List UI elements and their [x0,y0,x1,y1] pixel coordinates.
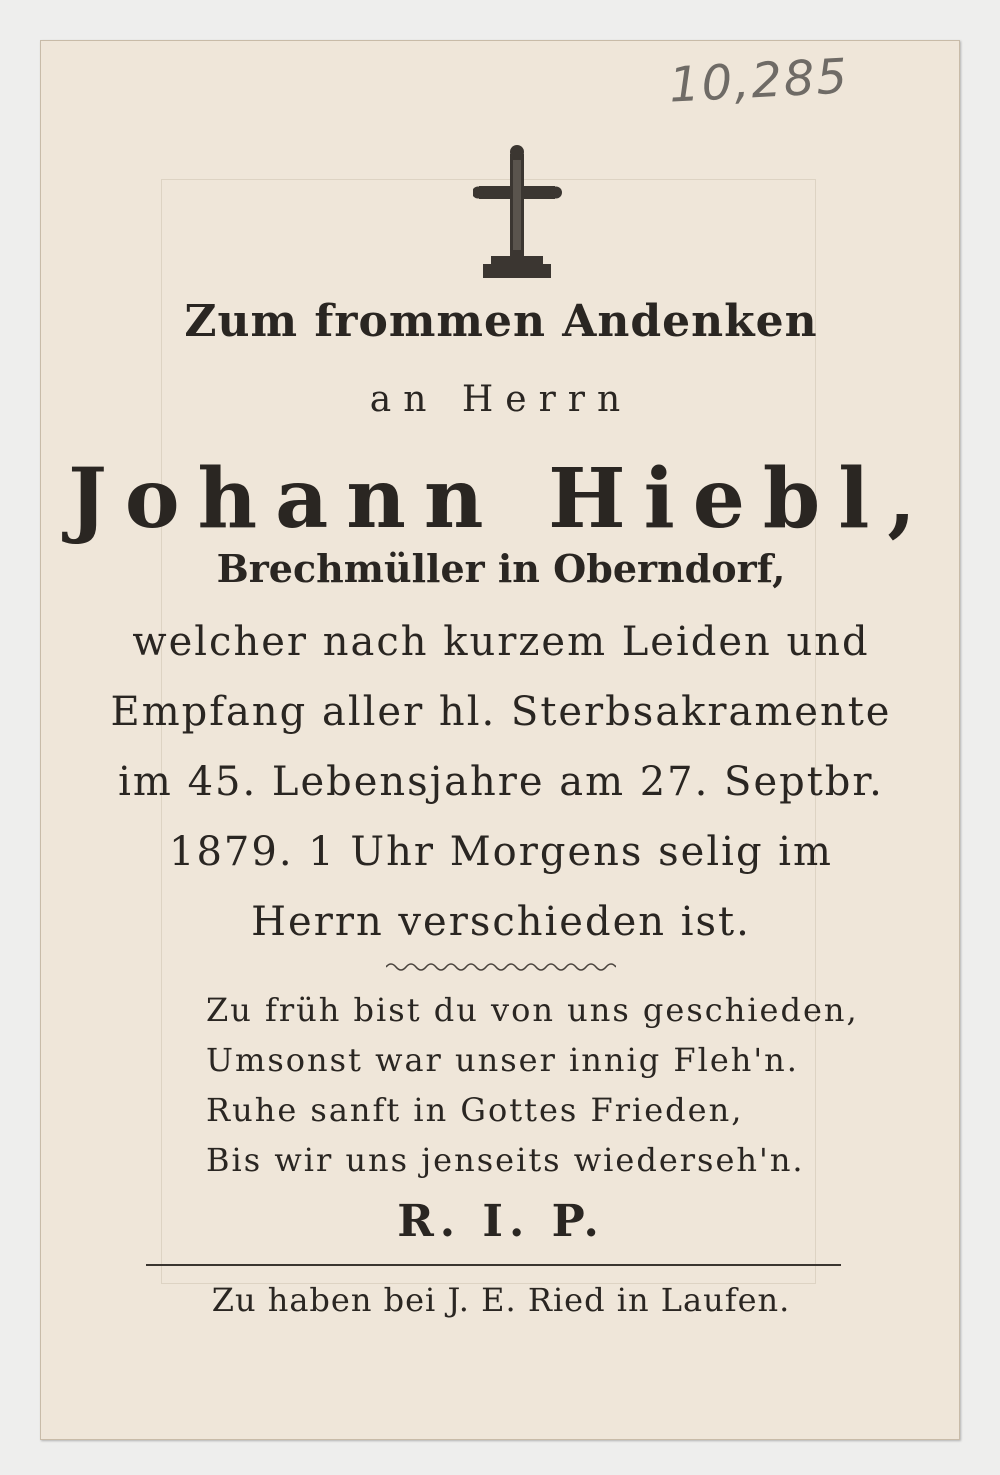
deceased-name: Johann Hiebl, [68,451,934,547]
occupation-line: Brechmüller in Oberndorf, [216,546,786,591]
verse-line: Ruhe sanft in Gottes Frieden, [206,1091,744,1129]
verse-line: Zu früh bist du von uns geschieden, [206,991,859,1029]
publisher-line: Zu haben bei J. E. Ried in Laufen. [211,1281,791,1319]
body-line: im 45. Lebensjahre am 27. Septbr. [118,759,884,805]
body-line: 1879. 1 Uhr Morgens selig im [169,829,833,875]
wavy-ornament [386,959,616,973]
dedication-line: an Herrn [369,379,633,420]
card-title: Zum frommen Andenken [184,296,818,347]
body-line: Herrn verschieden ist. [251,899,751,945]
verse-line: Umsonst war unser innig Fleh'n. [206,1041,799,1079]
memorial-card [40,40,960,1440]
rip-inscription: R. I. P. [397,1196,605,1247]
cross-icon [473,144,563,284]
verse-line: Bis wir uns jenseits wiederseh'n. [206,1141,805,1179]
archive-number: 10,285 [667,48,851,114]
divider-rule [146,1264,841,1266]
body-line: welcher nach kurzem Leiden und [132,619,870,665]
body-line: Empfang aller hl. Sterbsakramente [110,689,892,735]
